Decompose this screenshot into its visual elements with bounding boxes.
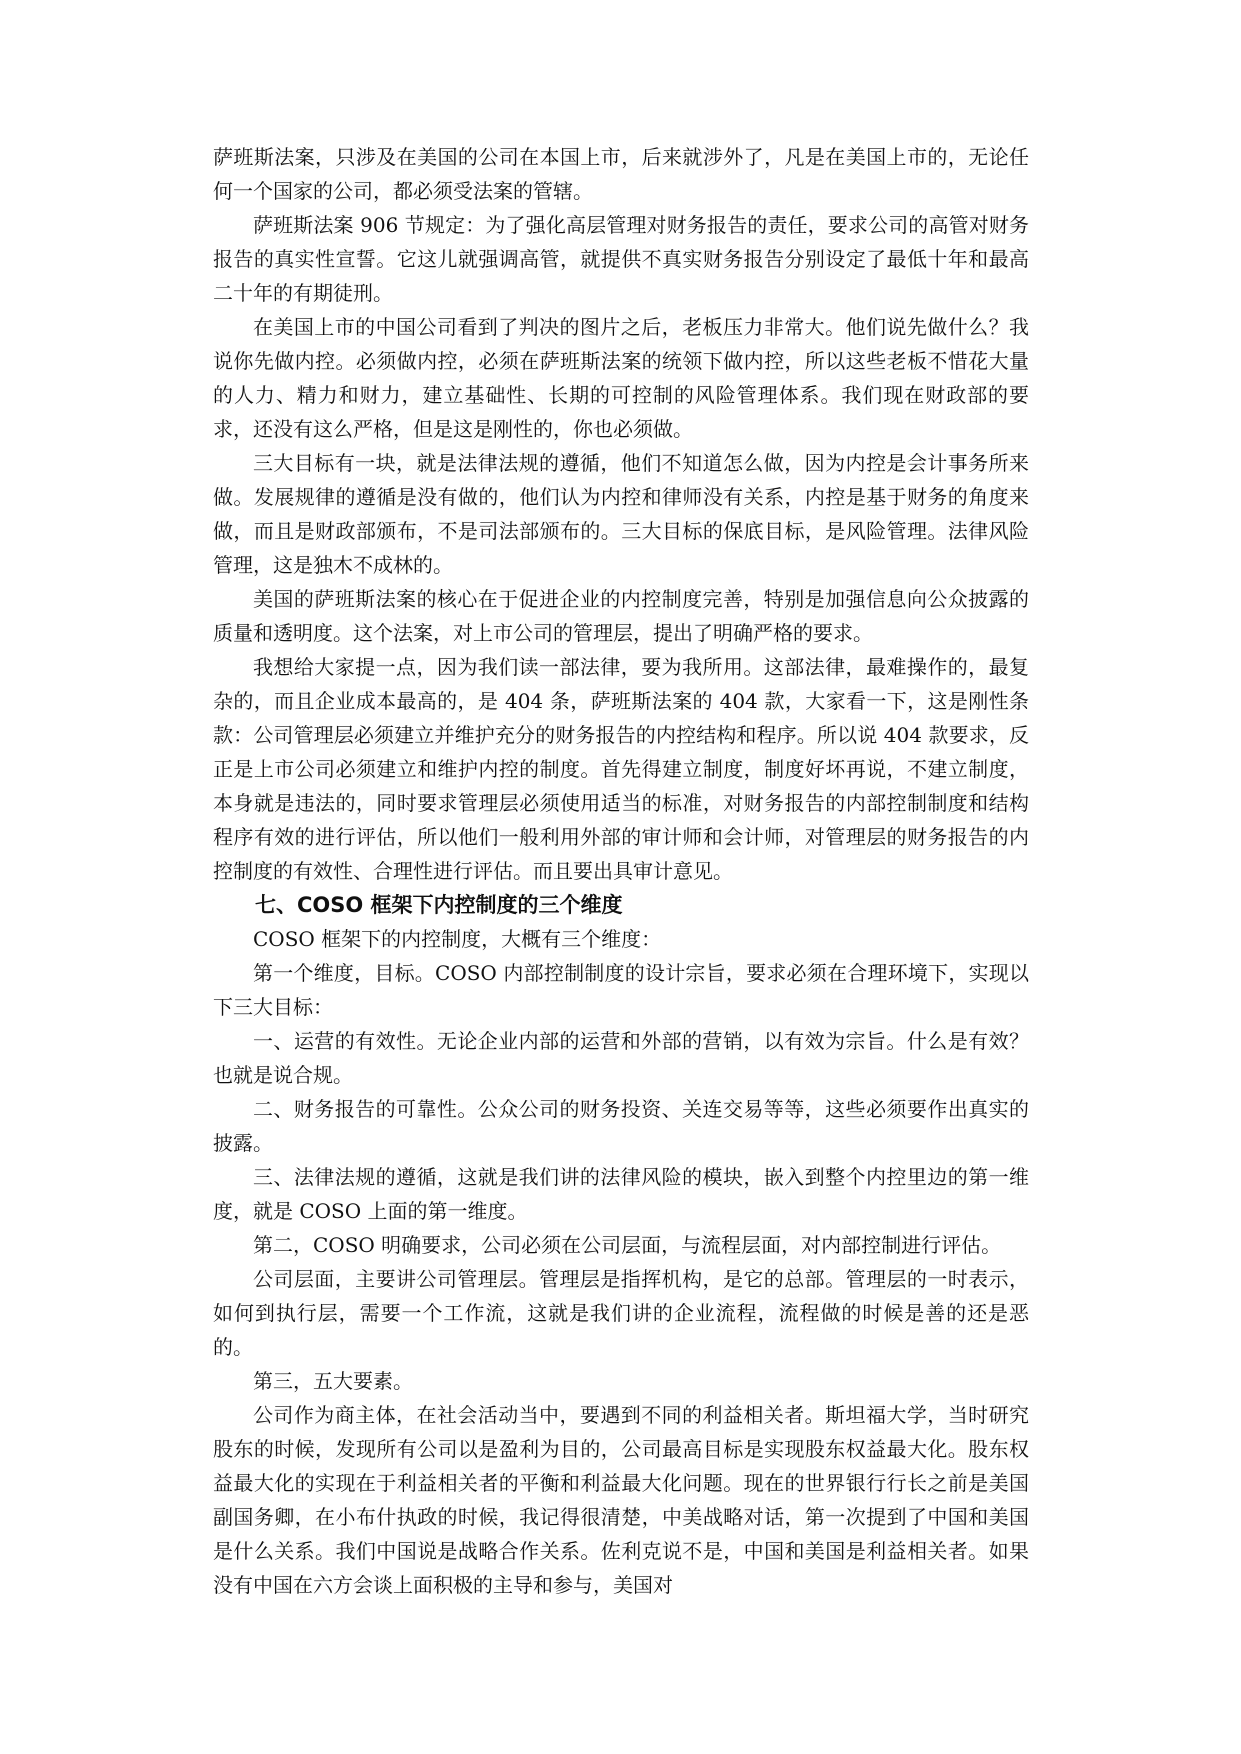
paragraph-15: 公司作为商主体，在社会活动当中，要遇到不同的利益相关者。斯坦福大学，当时研究股东的时候，发现所有公司以是盈利为目的，公司最高目标是实现股东权益最大化。股东权益最大化的实现在于利益相关者的平衡和利益最大化问题。现在的世界银行行长之前是美国副国务卿，在小布什执政的时候，我记得很清楚，中美战略对话，第一次提到了中国和美国是什么关系。我们中国说是战略合作关系。佐利克说不是，中国和美国是利益相关者。如果没有中国在六方会谈上面积极的主导和参与，美国对 — [213, 1403, 1029, 1597]
paragraph-12: 第二，COSO 明确要求，公司必须在公司层面，与流程层面，对内部控制进行评估。 — [253, 1233, 1002, 1257]
paragraph-11: 三、法律法规的遵循，这就是我们讲的法律风险的模块，嵌入到整个内控里边的第一维度，就是 COSO 上面的第一维度。 — [213, 1165, 1029, 1223]
paragraph-13: 公司层面，主要讲公司管理层。管理层是指挥机构，是它的总部。管理层的一时表示，如何到执行层，需要一个工作流，这就是我们讲的企业流程，流程做的时候是善的还是恶的。 — [213, 1267, 1029, 1359]
paragraph-3: 在美国上市的中国公司看到了判决的图片之后，老板压力非常大。他们说先做什么？我说你先做内控。必须做内控，必须在萨班斯法案的统领下做内控，所以这些老板不惜花大量的人力、精力和财力，建立基础性、长期的可控制的风险管理体系。我们现在财政部的要求，还没有这么严格，但是这是刚性的，你也必须做。 — [213, 315, 1029, 441]
paragraph-10: 二、财务报告的可靠性。公众公司的财务投资、关连交易等等，这些必须要作出真实的披露。 — [213, 1097, 1029, 1155]
paragraph-1: 萨班斯法案，只涉及在美国的公司在本国上市，后来就涉外了，凡是在美国上市的，无论任何一个国家的公司，都必须受法案的管辖。 — [213, 145, 1029, 203]
paragraph-9: 一、运营的有效性。无论企业内部的运营和外部的营销，以有效为宗旨。什么是有效？也就是说合规。 — [213, 1029, 1029, 1087]
paragraph-7: COSO 框架下的内控制度，大概有三个维度： — [253, 927, 662, 951]
section-heading: 七、COSO 框架下内控制度的三个维度 — [255, 893, 623, 917]
document-page — [213, 140, 1029, 1602]
paragraph-14: 第三，五大要素。 — [253, 1369, 413, 1393]
paragraph-2: 萨班斯法案 906 节规定：为了强化高层管理对财务报告的责任，要求公司的高管对财务报告的真实性宣誓。它这儿就强调高管，就提供不真实财务报告分别设定了最低十年和最高二十年的有期徒刑。 — [213, 213, 1029, 305]
paragraph-4: 三大目标有一块，就是法律法规的遵循，他们不知道怎么做，因为内控是会计事务所来做。发展规律的遵循是没有做的，他们认为内控和律师没有关系，内控是基于财务的角度来做，而且是财政部颁布，不是司法部颁布的。三大目标的保底目标，是风险管理。法律风险管理，这是独木不成林的。 — [213, 451, 1029, 577]
paragraph-5: 美国的萨班斯法案的核心在于促进企业的内控制度完善，特别是加强信息向公众披露的质量和透明度。这个法案，对上市公司的管理层，提出了明确严格的要求。 — [213, 587, 1029, 645]
paragraph-6: 我想给大家提一点，因为我们读一部法律，要为我所用。这部法律，最难操作的，最复杂的，而且企业成本最高的，是 404 条，萨班斯法案的 404 款，大家看一下，这是刚性条款：公司管理层必须建立并维护充分的财务报告的内控结构和程序。所以说 404 款要求，反正是上市公司必须建立和维护内控的制度。首先得建立制度，制度好坏再说，不建立制度，本身就是违法的，同时要求管理层必须使用适当的标准，对财务报告的内部控制制度和结构程序有效的进行评估，所以他们一般利用外部的审计师和会计师，对管理层的财务报告的内控制度的有效性、合理性进行评估。而且要出具审计意见。 — [213, 655, 1029, 883]
paragraph-8: 第一个维度，目标。COSO 内部控制制度的设计宗旨，要求必须在合理环境下，实现以下三大目标： — [213, 961, 1029, 1019]
